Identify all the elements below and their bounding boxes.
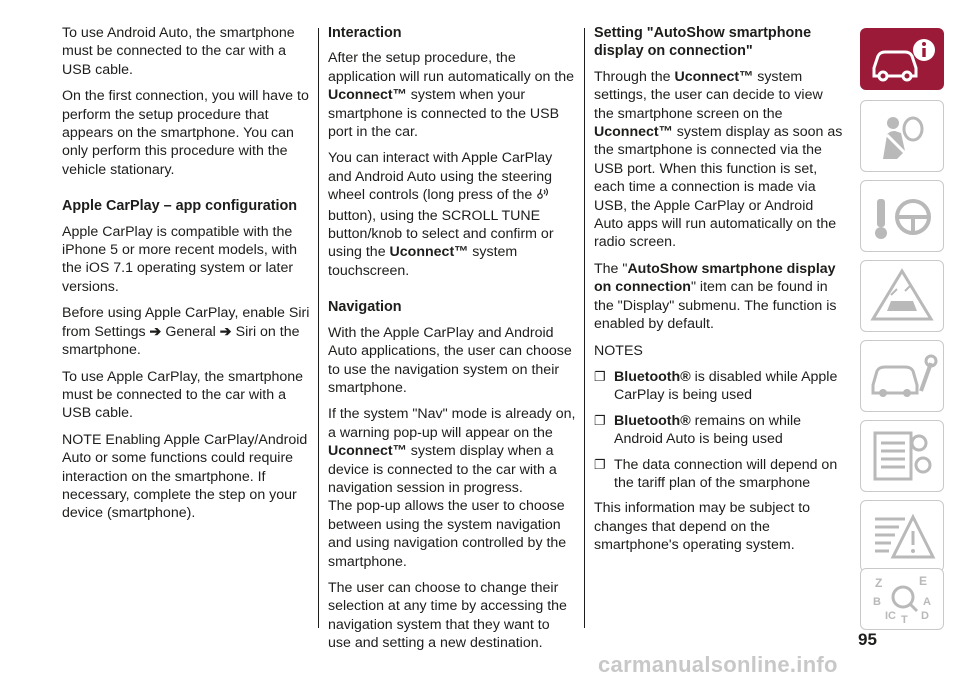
text-span: system settings, the user can decide to view the smartphone screen on the — [594, 68, 823, 122]
tab-multimedia[interactable] — [860, 500, 944, 572]
car-wrench-icon — [861, 341, 943, 411]
section-heading: Setting "AutoShow smartphone display on connection" — [594, 25, 812, 60]
paragraph — [62, 304, 312, 359]
tab-servicing-maintenance[interactable] — [860, 340, 944, 412]
paragraph — [328, 49, 576, 141]
tab-index[interactable] — [860, 568, 944, 630]
column-3 — [594, 24, 844, 563]
checkbox-bullet-icon: ❐ — [594, 368, 606, 384]
car-info-icon — [860, 28, 944, 90]
column-1 — [62, 24, 312, 531]
text-span: system display as soon as the smartphone is connected via the USB port. When this function is set, each time a connection is made via USB, the Apple CarPlay or Android Auto apps will run automatically on the radio screen. — [594, 124, 843, 251]
key-steering-wheel-icon — [861, 181, 943, 251]
tab-car-info[interactable] — [860, 28, 944, 90]
note-bullet — [594, 456, 844, 493]
paragraph: The user can choose to change their selection at any time by accessing the navigation system that they want to use and setting a new destination. — [328, 579, 567, 652]
note-bullet — [594, 368, 844, 405]
bullet-text — [614, 412, 844, 449]
text-span: is disabled while Apple CarPlay is being used — [614, 368, 838, 404]
paragraph — [328, 149, 576, 280]
text-span: If the system "Nav" mode is already on, a warning pop-up will appear on the — [328, 406, 576, 441]
text-span: Before using Apple CarPlay, enable Siri from Settings — [62, 305, 310, 340]
paragraph — [594, 260, 844, 334]
svg-text:D: D — [921, 610, 929, 622]
paragraph — [328, 405, 576, 497]
brand-name: Uconnect™ — [389, 244, 469, 261]
warning-triangle-car-icon — [861, 261, 943, 331]
text-span: You can interact with Apple CarPlay and Android Auto using the steering wheel controls (long press of the — [328, 150, 553, 204]
text-span: General — [161, 323, 220, 340]
brand-name: Uconnect™ — [328, 87, 407, 104]
tab-starting-driving[interactable] — [860, 180, 944, 252]
voice-command-icon — [536, 187, 550, 206]
checkbox-bullet-icon: ❐ — [594, 412, 606, 428]
note-bullet — [594, 412, 844, 449]
document-gears-icon — [861, 421, 943, 491]
paragraph: The pop-up allows the user to choose between using the system navigation and using navigation controlled by the smartphone. — [328, 498, 567, 570]
bullet-text — [614, 368, 844, 405]
watermark: carmanualsonline.info — [598, 652, 838, 677]
note-paragraph: NOTE Enabling Apple CarPlay/Android Auto or some functions could require interaction on the smartphone. If necessary, complete the step on your device (smartphone). — [62, 431, 308, 522]
text-span: remains on while Android Auto is being used — [614, 412, 802, 448]
paragraph — [594, 68, 844, 252]
tab-emergency[interactable] — [860, 260, 944, 332]
brand-name: Uconnect™ — [674, 68, 754, 85]
paragraph: This information may be subject to changes that depend on the smartphone's operating system. — [594, 500, 811, 554]
text-span: The " — [594, 260, 628, 277]
column-2 — [328, 24, 576, 661]
arrow-right-icon: ➔ — [149, 323, 162, 340]
text-span: system touchscreen. — [328, 244, 518, 279]
text-span: Through the — [594, 68, 675, 85]
svg-text:Z: Z — [875, 576, 883, 590]
checkbox-bullet-icon: ❐ — [594, 456, 606, 472]
paragraph: With the Apple CarPlay and Android Auto applications, the user can choose to use the navigation system on their smartphone. — [328, 324, 572, 396]
brand-name: Bluetooth® — [614, 368, 691, 385]
tab-technical-data[interactable] — [860, 420, 944, 492]
svg-text:E: E — [919, 574, 928, 588]
text-span: After the setup procedure, the application will run automatically on the — [328, 50, 575, 85]
brand-name: Uconnect™ — [328, 443, 407, 460]
tab-safety[interactable] — [860, 100, 944, 172]
brand-name: Uconnect™ — [594, 124, 673, 141]
text-span: system display when a device is connected to the car with a navigation session in progress. — [328, 443, 557, 496]
svg-text:B: B — [873, 596, 881, 608]
section-heading: Interaction — [328, 25, 402, 41]
text-span: " item can be found in the "Display" submenu. The function is enabled by default. — [594, 279, 837, 333]
text-span: system when your smartphone is connected to the USB port in the car. — [328, 87, 560, 141]
alphabetical-index-icon — [861, 569, 943, 629]
column-divider — [318, 28, 319, 628]
bullet-text: The data connection will depend on the tariff plan of the smarphone — [614, 456, 838, 491]
brand-name: Bluetooth® — [614, 412, 691, 429]
page-number: 95 — [858, 630, 877, 649]
paragraph: To use Apple CarPlay, the smartphone must be connected to the car with a USB cable. — [62, 368, 304, 422]
section-heading: Apple CarPlay – app configuration — [62, 198, 298, 215]
text-span: button), using the SCROLL TUNE button/knob to select and confirm or using the — [328, 207, 554, 261]
column-divider — [584, 28, 585, 628]
arrow-right-icon: ➔ — [219, 323, 232, 340]
paragraph: To use Android Auto, the smartphone must be connected to the car with a USB cable. — [62, 25, 295, 78]
paragraph: On the first connection, you will have to perform the setup procedure that appears on the smartphone. You can only perform this procedure with the vehicle stationary. — [62, 88, 309, 178]
menu-item-name: AutoShow smartphone display on connection — [594, 260, 836, 296]
text-span: Siri on the smartphone. — [62, 323, 300, 359]
notes-label: NOTES — [594, 342, 643, 359]
warning-triangle-lines-icon — [861, 501, 943, 571]
section-heading: Navigation — [328, 299, 402, 316]
paragraph: Apple CarPlay is compatible with the iPhone 5 or more recent models, with the iOS 7.1 operating system or later versions. — [62, 223, 297, 295]
seat-belt-airbag-icon — [861, 101, 943, 171]
svg-text:A: A — [923, 596, 931, 608]
svg-text:T: T — [901, 614, 908, 626]
svg-text:IC: IC — [885, 610, 896, 622]
